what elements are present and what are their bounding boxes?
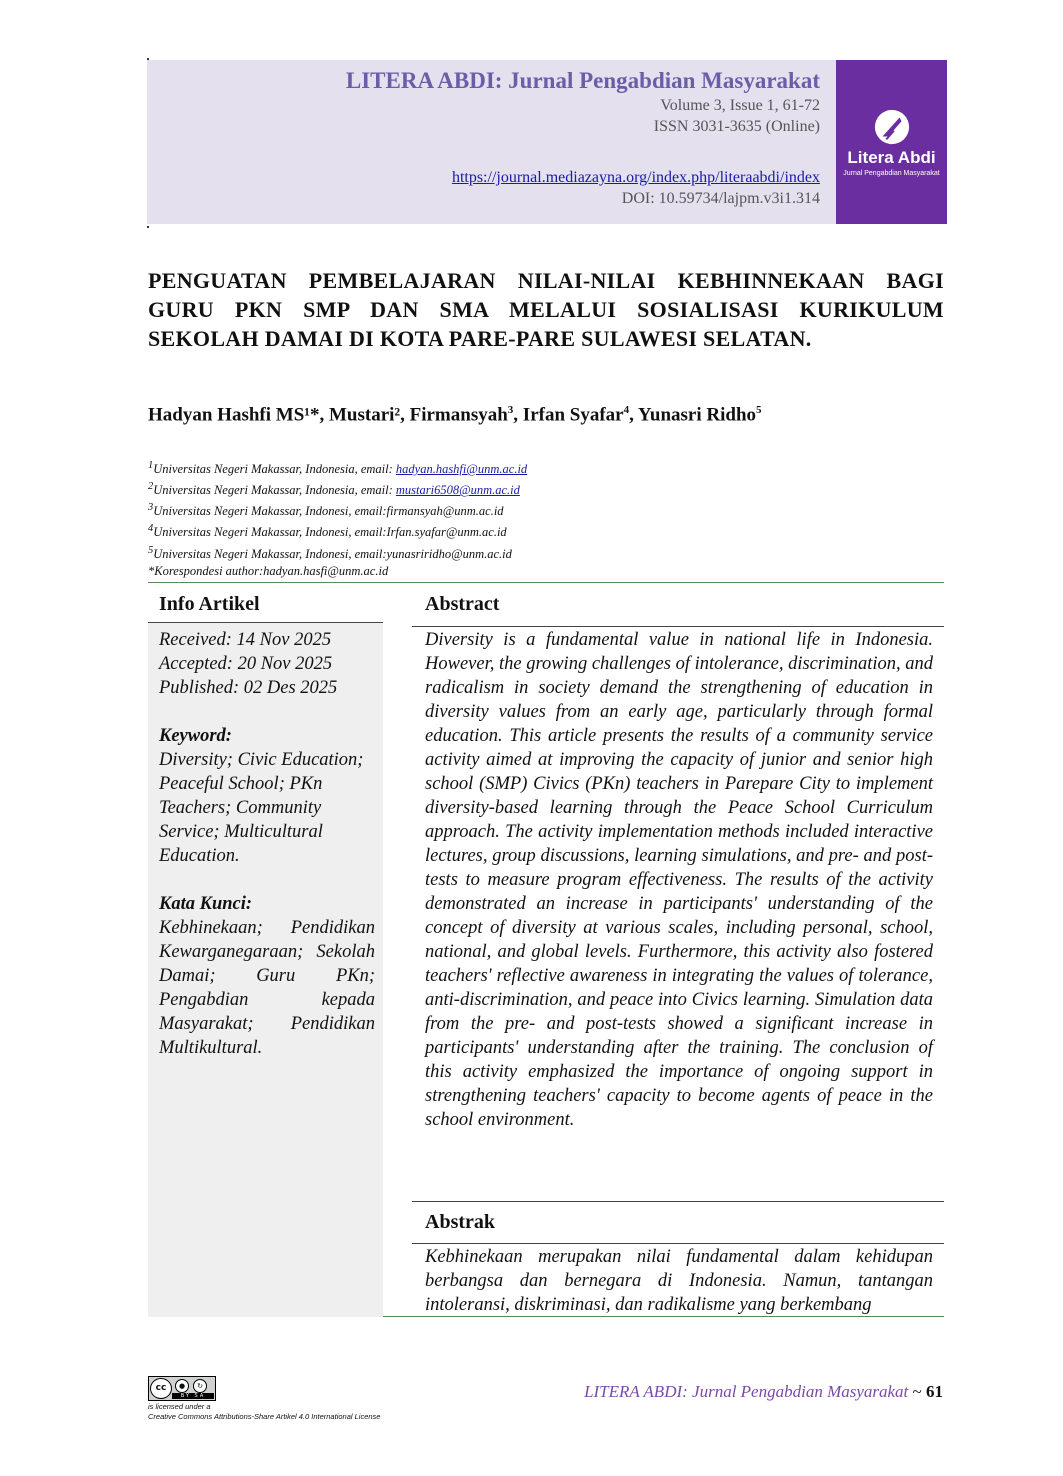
author-name: Yunasri Ridho — [637, 404, 757, 426]
affiliation-line: $^5$Universitas Negeri Makassar, Indonesi, email:yunasriridho@unm.ac.id — [148, 544, 512, 561]
affiliation-line: $^1$Universitas Negeri Makassar, Indonesia, email: hadyan.hashfi@unm.ac.id — [148, 460, 528, 477]
license-text: is licensed under a Creative Commons Attributions-Share Artikel 4.0 International License — [148, 1402, 381, 1421]
journal-url-link[interactable]: https://journal.mediazayna.org/index.php/literaabdi/index — [451, 169, 820, 186]
author-name: Irfan Syafar — [522, 404, 624, 426]
logo-subtitle: Jurnal Pengabdian Masyarakat — [843, 170, 940, 177]
keyword-heading: Keyword: — [159, 726, 232, 746]
received-date: Received: 14 Nov 2025 — [159, 630, 332, 650]
paper-title: PENGUATAN PEMBELAJARAN NILAI-NILAI KEBHINNEKAAN BAGI GURU PKN SMP DAN SMA MELALUI SOSIALISASI KURIKULUM SEKOLAH DAMAI DI KOTA PARE-PARE SULAWESI SELATAN. — [148, 268, 944, 351]
abstrak-heading: Abstrak — [425, 1211, 496, 1233]
affiliation-line: $^2$Universitas Negeri Makassar, Indonesia, email: mustari6508@unm.ac.id — [148, 481, 520, 498]
logo-name: Litera Abdi — [847, 148, 936, 167]
by-icon: ● — [175, 1379, 189, 1393]
cc-by-sa-label: BY SA — [172, 1393, 214, 1399]
abstrak-divider — [412, 1243, 944, 1244]
author-sup: 5 — [756, 404, 762, 416]
page-number: 61 — [926, 1382, 943, 1401]
share-alike-icon: ↻ — [193, 1379, 207, 1393]
abstract-heading: Abstract — [425, 593, 500, 615]
abstract-divider — [412, 626, 944, 627]
affiliation-line: $^4$Universitas Negeri Makassar, Indonesi, email:Irfan.syafar@unm.ac.id — [148, 523, 507, 540]
article-dates — [159, 628, 375, 700]
edge-mark — [147, 226, 149, 228]
info-heading: Info Artikel — [159, 593, 260, 615]
edge-mark — [147, 58, 149, 60]
footer-separator: ~ — [908, 1382, 926, 1401]
keyword-list: Diversity; Civic Education; Peaceful School; PKn Teachers; Community Service; Multicultural Education. — [159, 750, 364, 866]
quill-logo-icon — [873, 108, 911, 146]
abstract-end-divider — [412, 1201, 944, 1202]
page-footer — [584, 1382, 943, 1402]
author-list: Hadyan Hashfi MS¹*, Mustari², Firmansyah$^3$, Irfan Syafar$^4$, Yunasri Ridho$^5$ — [148, 404, 762, 426]
author-sup: 4 — [623, 404, 630, 416]
correspondence-line: *Korespondesi author:hadyan.hasfi@unm.ac.id — [148, 563, 389, 578]
kata-kunci-block — [159, 892, 375, 1060]
kata-kunci-heading: Kata Kunci: — [159, 894, 253, 914]
kata-kunci-list: Kebhinekaan; Pendidikan Kewarganegaraan; Sekolah Damai; Guru PKn; Pengabdian kepada Masyarakat; Pendidikan Multikultural. — [159, 918, 375, 1058]
journal-header — [147, 60, 836, 224]
author-sup: 3 — [507, 404, 514, 416]
author-name: Firmansyah — [409, 404, 508, 426]
affiliations — [148, 457, 848, 580]
affiliation-line: $^3$Universitas Negeri Makassar, Indonesi, email:firmansyah@unm.ac.id — [148, 502, 504, 519]
email-link[interactable]: mustari6508@unm.ac.id — [395, 483, 520, 498]
top-divider — [148, 582, 944, 583]
keyword-block — [159, 724, 375, 868]
abstract-text: Diversity is a fundamental value in national life in Indonesia. However, the growing challenges of intolerance, discrimination, and radicalism in society demand the strengthening of education in diversity values from an early age, particularly through formal education. This article presents the results of a community service activity aimed at improving the capacity of junior and senior high school (SMP) Civics (PKn) teachers in Parepare City to implement diversity-based learning through the Peace School Curriculum approach. The activity implementation methods included interactive lectures, group discussions, learning simulations, and pre- and post-tests to measure program effectiveness. The results of the activity demonstrated an increase in participants' understanding of the concept of diversity at various scales, including personal, school, national, and global levels. Furthermore, this activity also fostered teachers' reflective awareness in integrating the values of tolerance, anti-discrimination, and peace into Civics learning. Simulation data from the pre- and post-tests showed a significant increase in participants' understanding after the training. The conclusion of this activity emphasized the importance of ongoing support in strengthening teachers' capacity to become agents of peace in the school environment. — [425, 630, 934, 1130]
accepted-date: Accepted: 20 Nov 2025 — [159, 654, 333, 674]
journal-logo — [836, 60, 947, 224]
journal-title: LITERA ABDI: Jurnal Pengabdian Masyarakat — [345, 68, 820, 93]
author-name: Mustari² — [328, 404, 401, 426]
journal-issn: ISSN 3031-3635 (Online) — [653, 118, 820, 135]
published-date: Published: 02 Des 2025 — [159, 678, 338, 698]
journal-volume: Volume 3, Issue 1, 61-72 — [660, 97, 820, 114]
author-name: Hadyan Hashfi MS¹* — [148, 404, 320, 426]
email-link[interactable]: hadyan.hashfi@unm.ac.id — [395, 462, 528, 477]
abstrak-text: Kebhinekaan merupakan nilai fundamental dalam kehidupan berbangsa dan bernegara di Indonesia. Namun, tantangan intoleransi, diskriminasi, dan radikalisme yang berkembang — [425, 1247, 933, 1315]
cc-icon: cc — [150, 1378, 172, 1399]
info-divider — [148, 622, 383, 623]
journal-doi: DOI: 10.59734/lajpm.v3i1.314 — [621, 190, 820, 207]
footer-journal: LITERA ABDI: Jurnal Pengabdian Masyarakat — [584, 1382, 909, 1401]
cc-license-badge[interactable] — [148, 1376, 216, 1401]
